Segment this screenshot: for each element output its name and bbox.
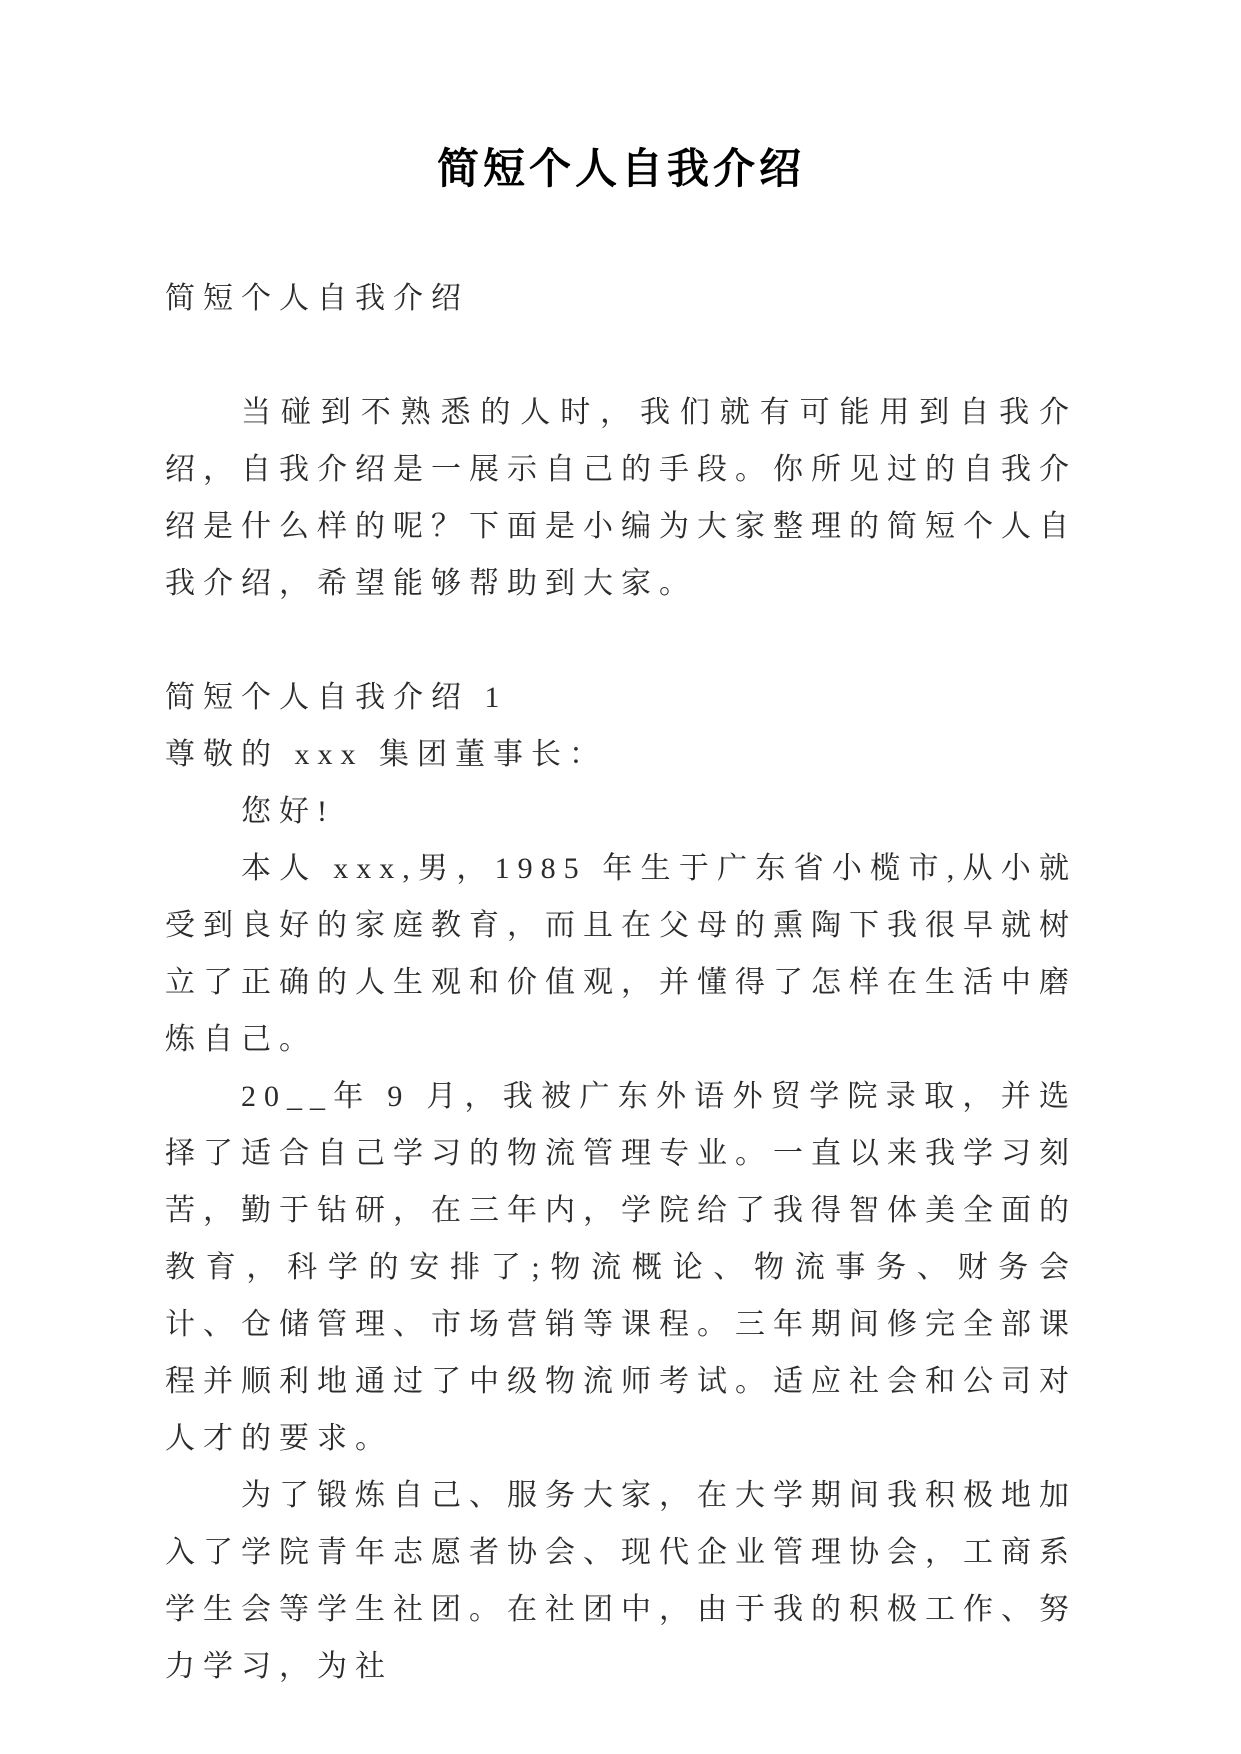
intro-paragraph: 当碰到不熟悉的人时，我们就有可能用到自我介绍，自我介绍是一展示自己的手段。你所见过的自我介绍是什么样的呢？下面是小编为大家整理的简短个人自我介绍，希望能够帮助到大家。	[165, 396, 1077, 600]
body-paragraph-1: 本人 xxx,男，1985 年生于广东省小榄市,从小就受到良好的家庭教育，而且在父母的熏陶下我很早就树立了正确的人生观和价值观，并懂得了怎样在生活中磨炼自己。	[165, 852, 1077, 1056]
greeting-line: 您好!	[241, 795, 335, 828]
document-title: 简短个人自我介绍	[436, 147, 805, 193]
section-heading: 简短个人自我介绍 1	[165, 681, 508, 714]
body-paragraph-3: 为了锻炼自己、服务大家，在大学期间我积极地加入了学院青年志愿者协会、现代企业管理协会，工商系学生会等学生社团。在社团中，由于我的积极工作、努力学习，为社	[165, 1479, 1077, 1683]
document-subtitle: 简短个人自我介绍	[165, 282, 469, 315]
body-paragraph-2: 20__年 9 月，我被广东外语外贸学院录取，并选择了适合自己学习的物流管理专业。一直以来我学习刻苦，勤于钻研，在三年内，学院给了我得智体美全面的教育，科学的安排了;物流概论、物流事务、财务会计、仓储管理、市场营销等课程。三年期间修完全部课程并顺利地通过了中级物流师考试。适应社会和公司对人才的要求。	[165, 1080, 1077, 1455]
salutation-line: 尊敬的 xxx 集团董事长：	[165, 738, 607, 771]
